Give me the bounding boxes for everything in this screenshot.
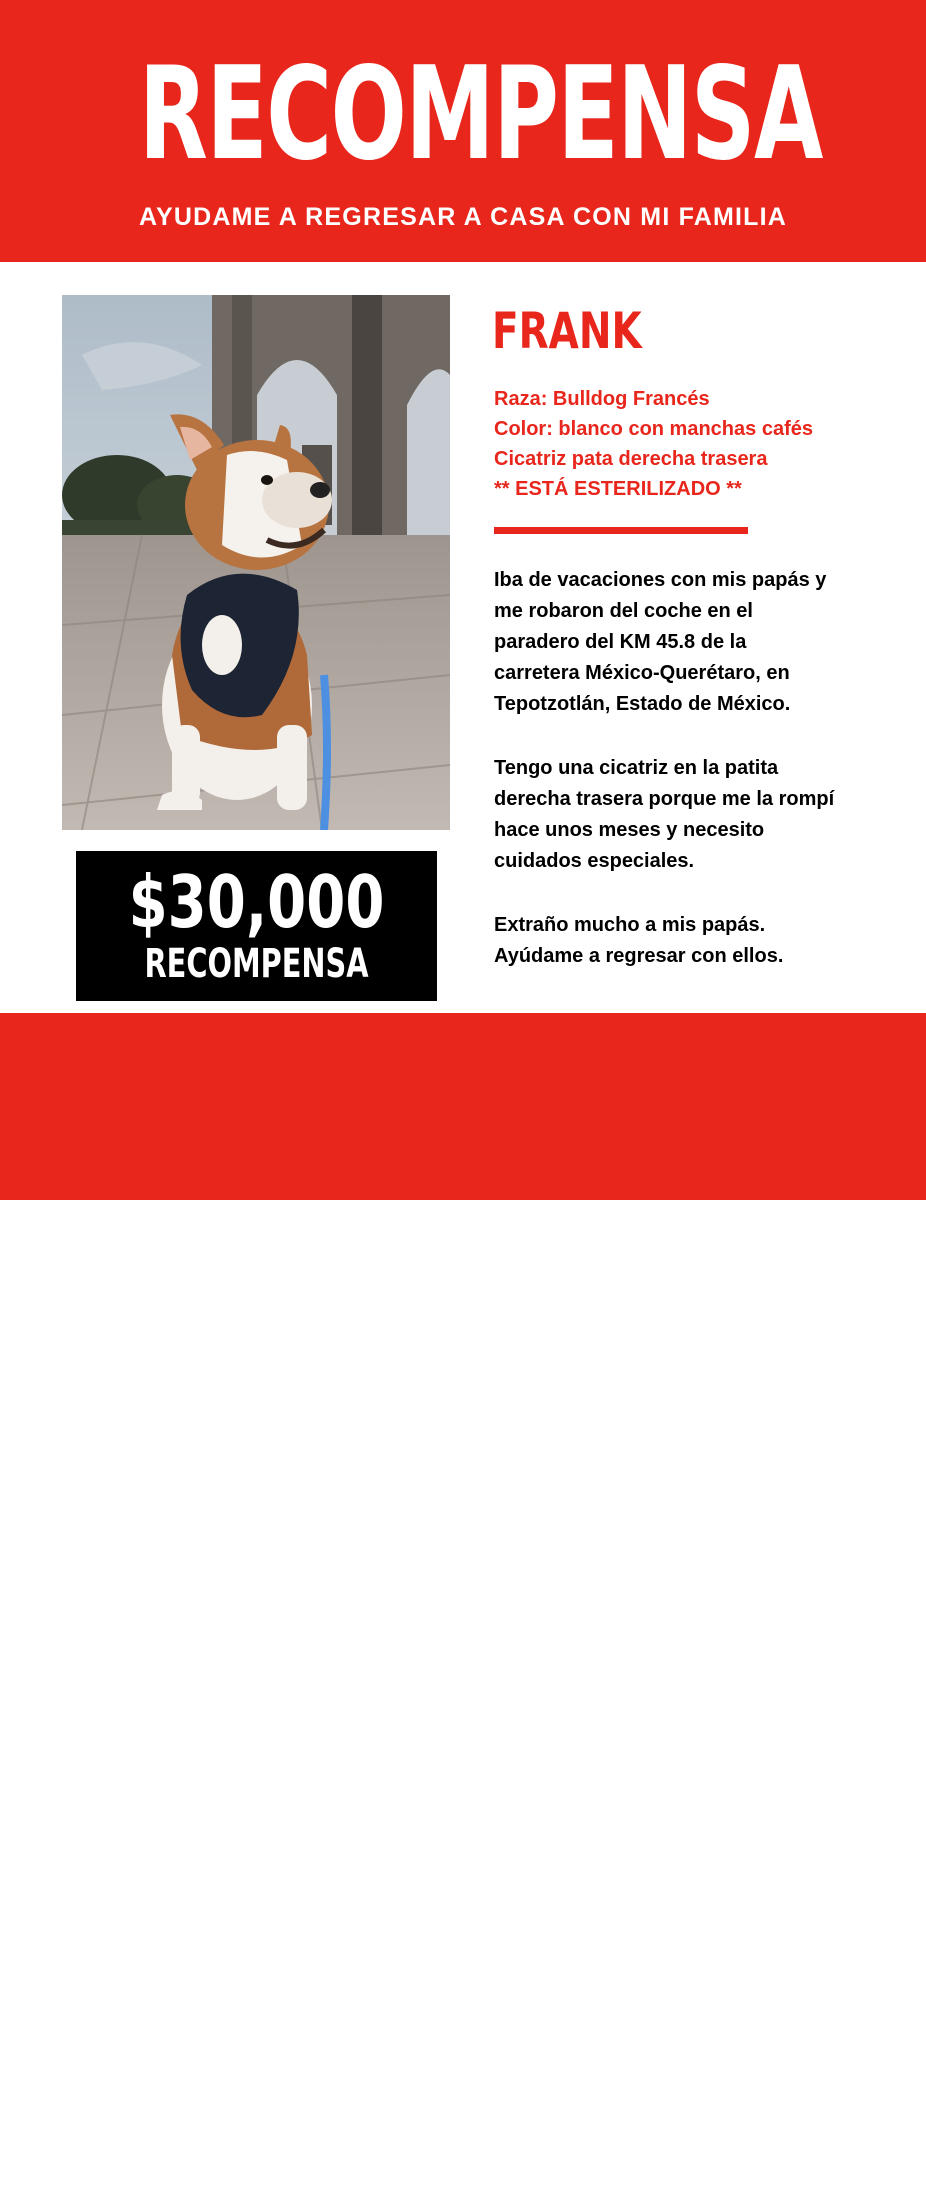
story-line: derecha trasera porque me la rompí <box>494 788 835 810</box>
story-paragraph-2 <box>494 753 904 877</box>
story-line: Tepotzotlán, Estado de México. <box>494 693 791 715</box>
story-line: Ayúdame a regresar con ellos. <box>494 945 784 967</box>
story-line: Tengo una cicatriz en la patita <box>494 757 779 779</box>
call-to-action: LLAMA O ENVÍA UN MENSAJE SI TIENES CUALQUIER INFORMACIÓN <box>100 2043 826 2065</box>
story-line: hace unos meses y necesito <box>494 819 765 841</box>
story-line: paradero del KM 45.8 de la <box>494 631 747 653</box>
reward-box <box>76 851 437 1001</box>
subheadline: AYUDAME A REGRESAR A CASA CON MI FAMILIA <box>138 203 788 231</box>
story-line: Iba de vacaciones con mis papás y <box>494 569 827 591</box>
phone-number: 55 7366 7487 <box>134 2063 792 2198</box>
headline: RECOMPENSA <box>138 40 822 189</box>
pet-details <box>494 384 813 504</box>
header-band <box>0 0 926 262</box>
story-line: me robaron del coche en el <box>494 600 753 622</box>
pet-name: FRANK <box>492 302 642 360</box>
dog-photo <box>62 295 450 830</box>
reward-amount: $30,000 <box>128 860 385 944</box>
story-line: carretera México-Querétaro, en <box>494 662 790 684</box>
story-paragraph-3 <box>494 910 904 972</box>
story-line: Extraño mucho a mis papás. <box>494 914 766 936</box>
footer-band <box>0 1013 926 2198</box>
detail-color: Color: blanco con manchas cafés <box>494 418 813 440</box>
detail-scar: Cicatriz pata derecha trasera <box>494 448 768 470</box>
detail-sterilized: ** ESTÁ ESTERILIZADO ** <box>494 478 742 500</box>
reward-label: RECOMPENSA <box>144 941 369 987</box>
story-paragraph-1 <box>494 565 904 720</box>
divider <box>494 527 748 534</box>
detail-breed: Raza: Bulldog Francés <box>494 388 710 410</box>
story-line: cuidados especiales. <box>494 850 695 872</box>
